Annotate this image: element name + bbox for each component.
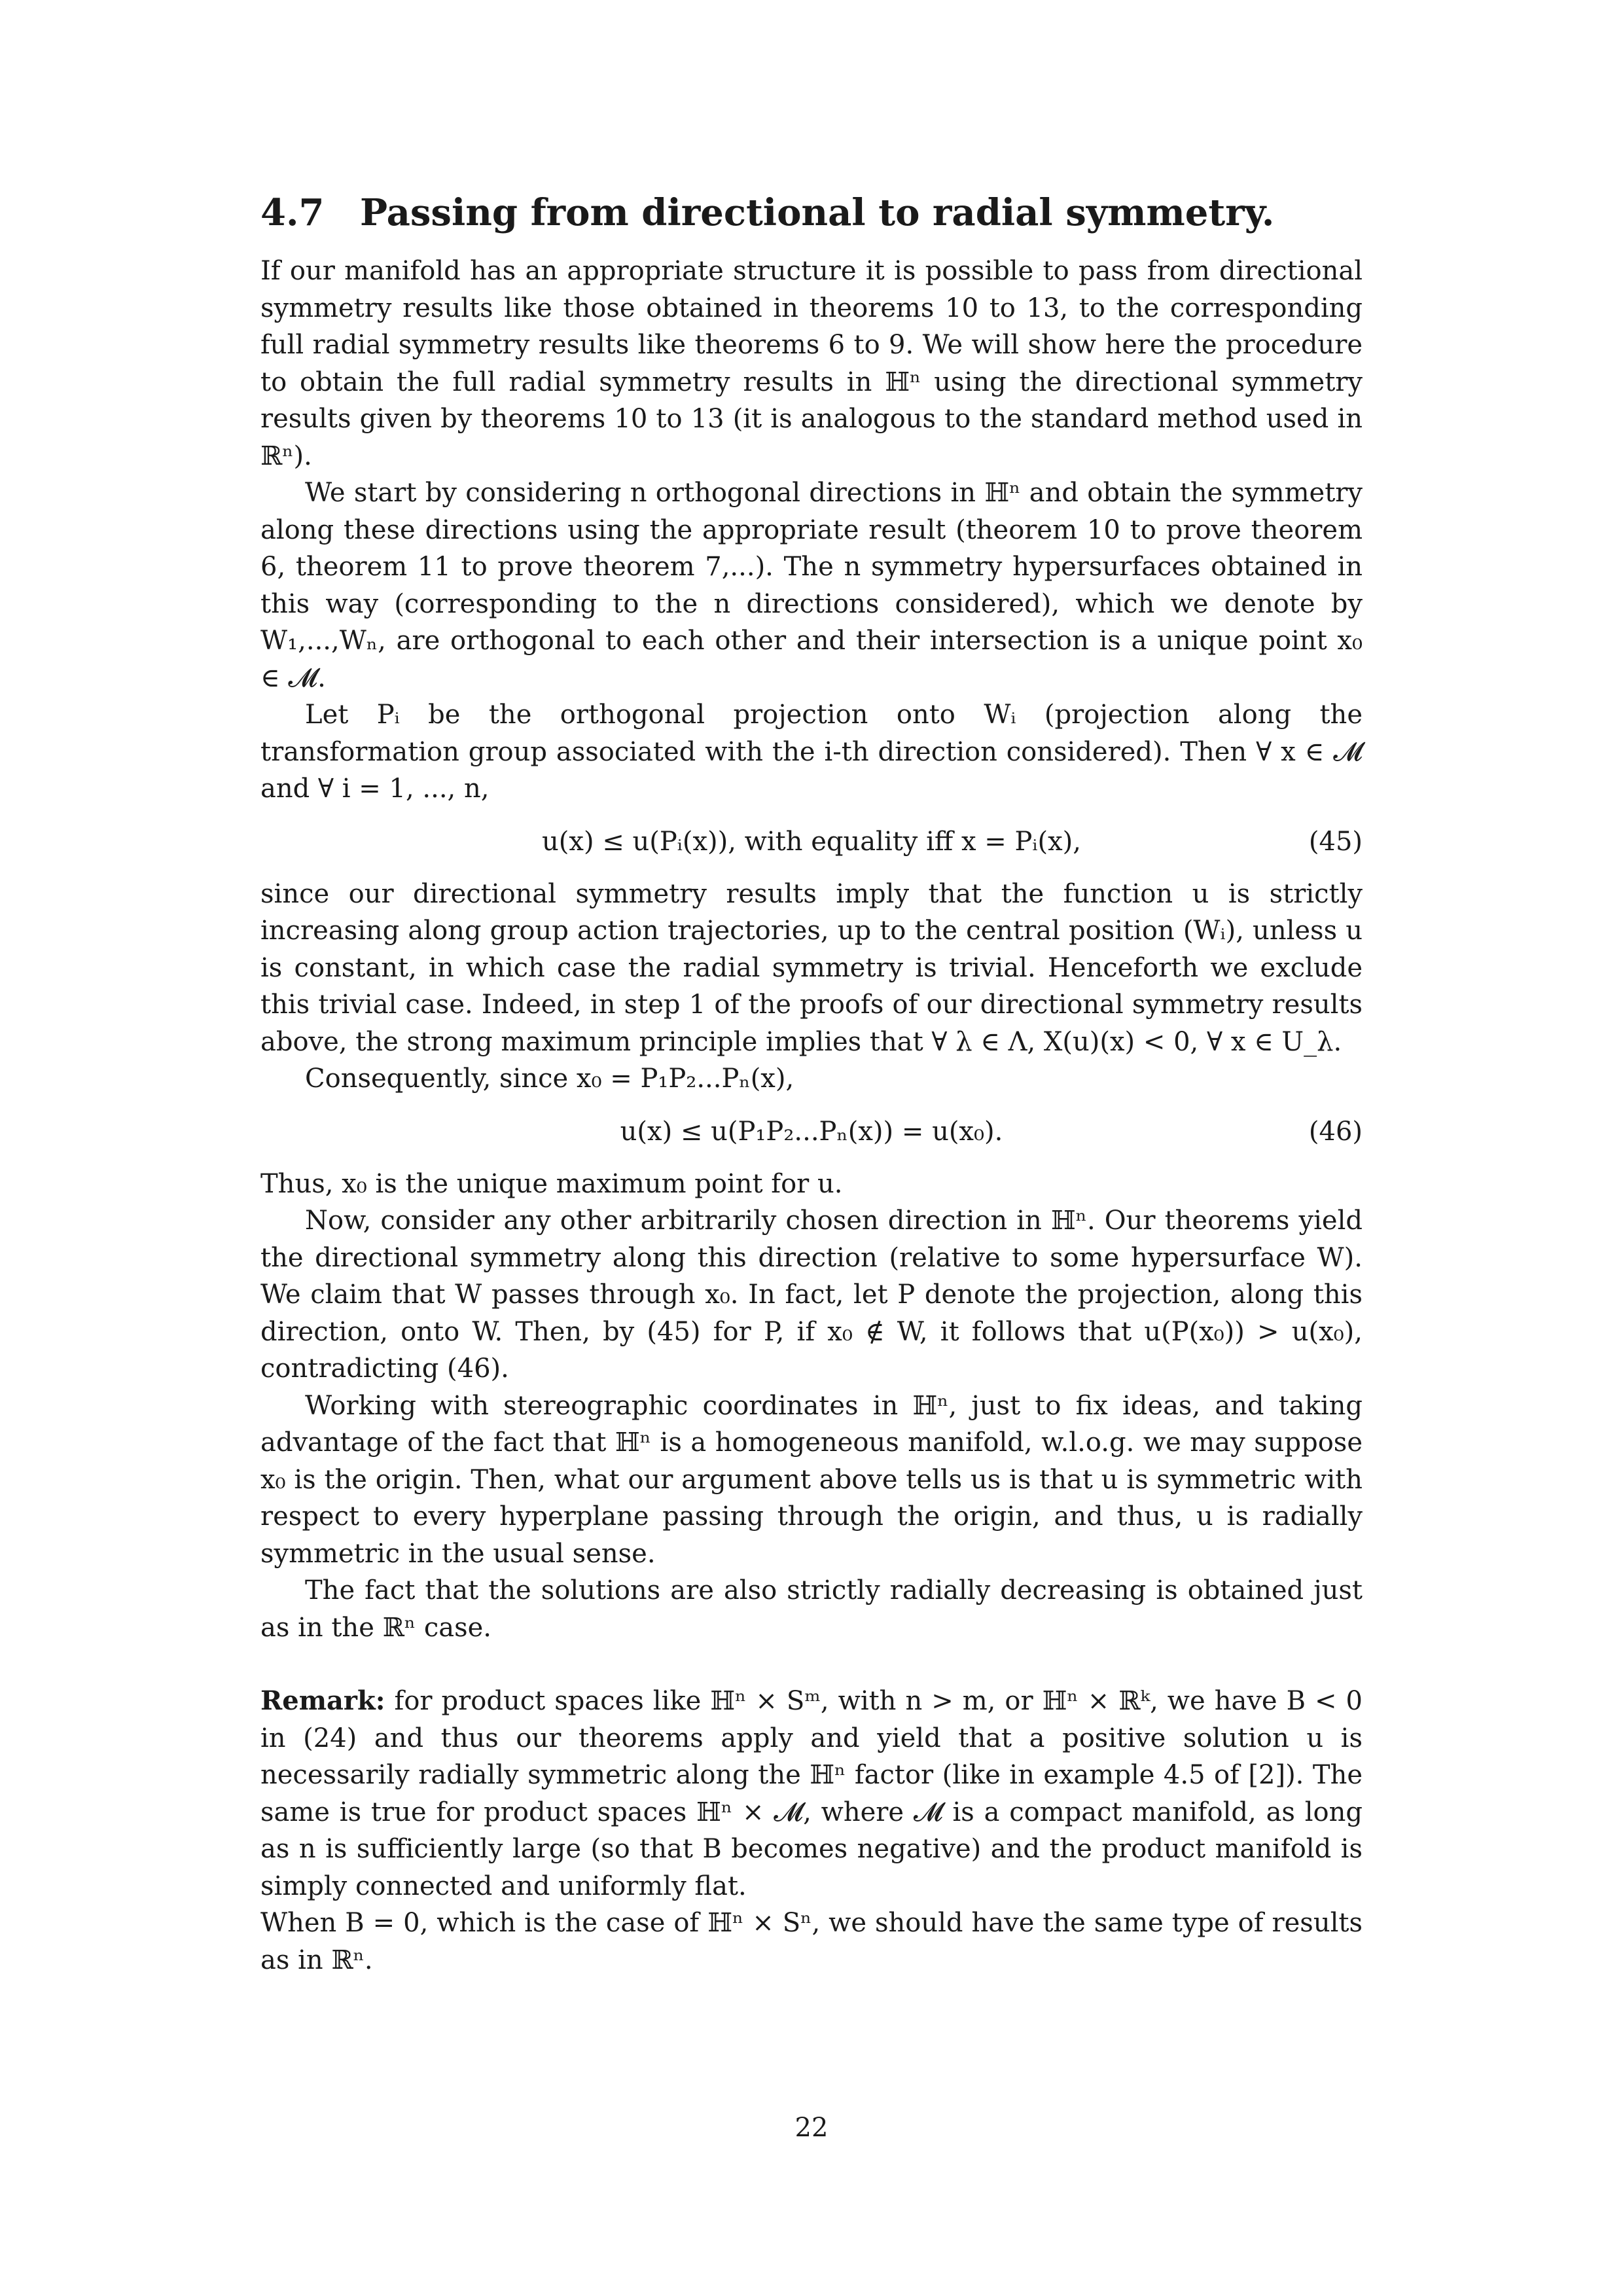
equation-45 <box>260 823 1363 860</box>
page-body <box>260 190 1363 1979</box>
equation-46-body: u(x) ≤ u(P₁P₂...Pₙ(x)) = u(x₀). <box>620 1116 1003 1147</box>
equation-45-tag: (45) <box>1308 826 1363 857</box>
paragraph-radially-decreasing: The fact that the solutions are also strictly radially decreasing is obtained just as in the ℝⁿ case. <box>260 1575 1363 1643</box>
equation-45-body: u(x) ≤ u(Pᵢ(x)), with equality iff x = Pᵢ(x), <box>542 826 1081 857</box>
paragraph-strict-increase: since our directional symmetry results imply that the function u is strictly increasing along group action trajectories, up to the central position (Wᵢ), unless u is constant, in which case the radial symmetry is trivial. Henceforth we exclude this trivial case. Indeed, in step 1 of the proofs of our directional symmetry results above, the strong maximum principle implies that ∀ λ ∈ Λ, X(u)(x) < 0, ∀ x ∈ U_λ. <box>260 878 1363 1057</box>
paragraph-consequently: Consequently, since x₀ = P₁P₂...Pₙ(x), <box>305 1064 794 1094</box>
remark-paragraph <box>260 1683 1363 1905</box>
remark-text: for product spaces like ℍⁿ × Sᵐ, with n > m, or ℍⁿ × ℝᵏ, we have B < 0 in (24) and thus our theorems apply and yield that a positive solution u is necessarily radially symmetric along the ℍⁿ factor (like in example 4.5 of [2]). The same is true for product spaces ℍⁿ × 𝓜, where 𝓜 is a compact manifold, as long as n is sufficiently large (so that B becomes negative) and the product manifold is simply connected and uniformly flat. <box>260 1686 1363 1901</box>
paragraph-other-direction: Now, consider any other arbitrarily chosen direction in ℍⁿ. Our theorems yield the directional symmetry along this direction (relative to some hypersurface W). We claim that W passes through x₀. In fact, let P denote the projection, along this direction, onto W. Then, by (45) for P, if x₀ ∉ W, it follows that u(P(x₀)) > u(x₀), contradicting (46). <box>260 1206 1363 1384</box>
section-title: Passing from directional to radial symmetry. <box>360 191 1275 234</box>
page-number: 22 <box>794 2113 829 2143</box>
paragraph-intro: If our manifold has an appropriate structure it is possible to pass from directional symmetry results like those obtained in theorems 10 to 13, to the corresponding full radial symmetry results like theorems 6 to 9. We will show here the procedure to obtain the full radial symmetry results in ℍⁿ using the directional symmetry results given by theorems 10 to 13 (it is analogous to the standard method used in ℝⁿ). <box>260 256 1363 471</box>
remark-label: Remark: <box>260 1685 385 1716</box>
section-heading <box>260 190 1363 236</box>
paragraph-maximum-point: Thus, x₀ is the unique maximum point for u. <box>260 1168 843 1199</box>
equation-46 <box>260 1113 1363 1150</box>
paragraph-projection: Let Pᵢ be the orthogonal projection onto Wᵢ (projection along the transformation group associated with the i-th direction considered). Then ∀ x ∈ 𝓜 and ∀ i = 1, ..., n, <box>260 700 1363 804</box>
section-number: 4.7 <box>260 191 325 234</box>
paragraph-orthogonal-directions: We start by considering n orthogonal directions in ℍⁿ and obtain the symmetry along these directions using the appropriate result (theorem 10 to prove theorem 6, theorem 11 to prove theorem 7,...). The n symmetry hypersurfaces obtained in this way (corresponding to the n directions considered), which we denote by W₁,...,Wₙ, are orthogonal to each other and their intersection is a unique point x₀ ∈ 𝓜. <box>260 478 1363 693</box>
remark-followup: When B = 0, which is the case of ℍⁿ × Sⁿ, we should have the same type of results as in ℝⁿ. <box>260 1908 1363 1975</box>
equation-46-tag: (46) <box>1308 1116 1363 1147</box>
paragraph-stereographic: Working with stereographic coordinates in ℍⁿ, just to fix ideas, and taking advantage of the fact that ℍⁿ is a homogeneous manifold, w.l.o.g. we may suppose x₀ is the origin. Then, what our argument above tells us is that u is symmetric with respect to every hyperplane passing through the origin, and thus, u is radially symmetric in the usual sense. <box>260 1390 1363 1569</box>
